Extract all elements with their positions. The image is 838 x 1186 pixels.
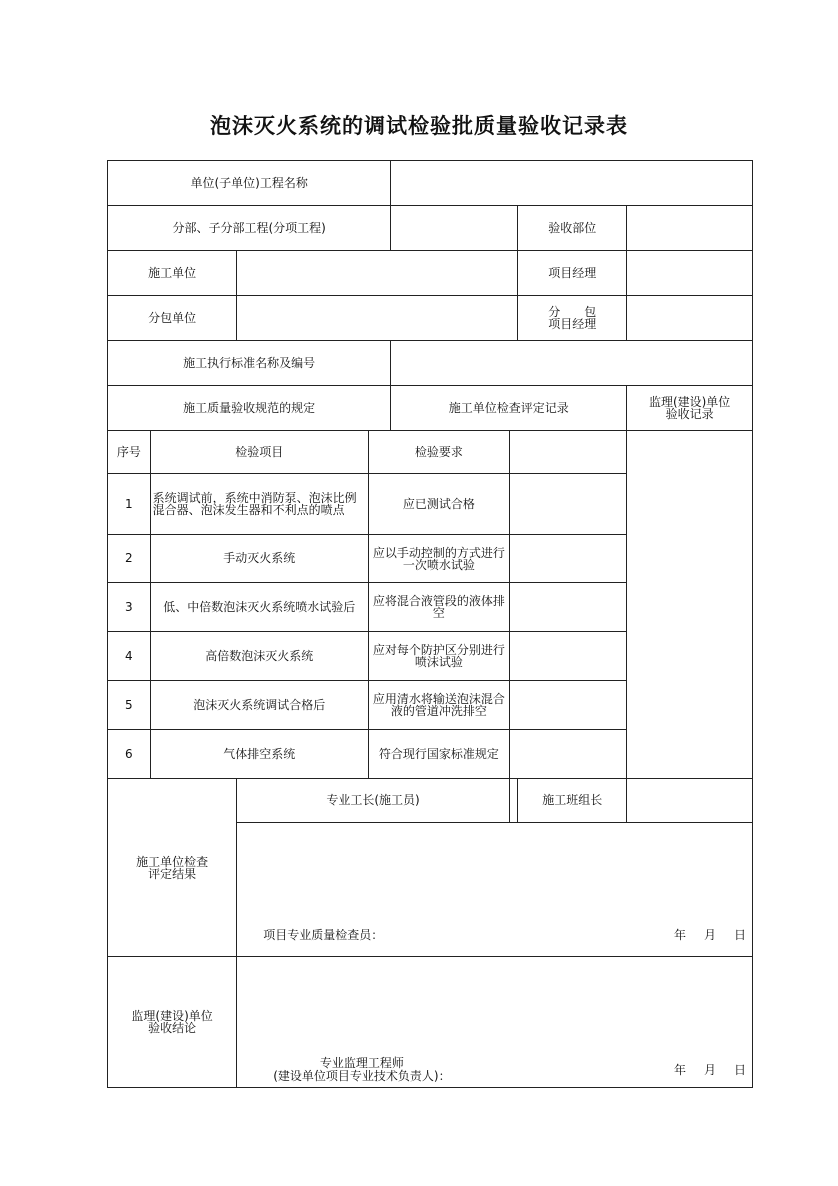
foreman-label: 专业工长(施工员)	[237, 779, 510, 823]
standard-field[interactable]	[391, 341, 753, 386]
engineer-label-line-1: 专业监理工程师	[319, 1056, 404, 1070]
construction-result-label-line-1: 施工单位检查	[136, 854, 209, 869]
construction-unit-field[interactable]	[237, 251, 518, 296]
subcontract-unit-label: 分包单位	[108, 296, 237, 341]
row-requirement: 应将混合液管段的液体排空	[368, 583, 509, 632]
row-requirement: 符合现行国家标准规定	[368, 730, 509, 779]
row-check-record[interactable]	[509, 632, 626, 681]
construction-result-area[interactable]	[237, 823, 753, 957]
item-header: 检验项目	[150, 431, 368, 474]
supervision-record-header	[627, 386, 753, 431]
check-record-header: 施工单位检查评定记录	[391, 386, 627, 431]
acceptance-record-table	[107, 160, 753, 1088]
supervision-date	[656, 1064, 746, 1077]
supervision-header-line-2: 验收记录	[665, 407, 714, 421]
row-requirement: 应对每个防护区分别进行喷沫试验	[368, 632, 509, 681]
project-manager-label: 项目经理	[518, 251, 627, 296]
row-item: 系统调试前，系统中消防泵、泡沫比例混合器、泡沫发生器和不利点的喷点	[150, 474, 368, 535]
engineer-label-line-2: (建设单位项目专业技术负责人)：	[273, 1069, 451, 1083]
construction-result-label-line-2: 评定结果	[148, 866, 197, 881]
row-check-record[interactable]	[509, 730, 626, 779]
subcontract-manager-field[interactable]	[627, 296, 753, 341]
date-month: 月	[703, 928, 716, 942]
row-no: 4	[108, 632, 151, 681]
inspector-label: 项目专业质量检查员：	[263, 928, 384, 942]
row-check-record[interactable]	[509, 474, 626, 535]
page-title: 泡沫灭火系统的调试检验批质量验收记录表	[210, 114, 628, 138]
supervision-record-cell[interactable]	[627, 431, 753, 779]
row-requirement: 应用清水将输送泡沫混合液的管道冲洗排空	[368, 681, 509, 730]
row-item: 低、中倍数泡沫灭火系统喷水试验后	[150, 583, 368, 632]
row-no: 3	[108, 583, 151, 632]
supervision-conclusion-label	[108, 957, 237, 1088]
unit-name-label: 单位(子单位)工程名称	[108, 161, 391, 206]
row-check-record[interactable]	[509, 583, 626, 632]
row-requirement: 应以手动控制的方式进行一次喷水试验	[368, 535, 509, 583]
supervision-header-line-1: 监理(建设)单位	[648, 395, 731, 409]
construction-result-label	[108, 779, 237, 957]
row-no: 1	[108, 474, 151, 535]
date-year: 年	[673, 1063, 686, 1077]
subcontract-manager-label-line-2: 项目经理	[548, 317, 597, 331]
requirement-header: 检验要求	[368, 431, 509, 474]
unit-name-field[interactable]	[391, 161, 753, 206]
date-year: 年	[673, 928, 686, 942]
subcontract-unit-field[interactable]	[237, 296, 518, 341]
subdivision-field[interactable]	[391, 206, 518, 251]
row-check-record[interactable]	[509, 681, 626, 730]
standard-label: 施工执行标准名称及编号	[108, 341, 391, 386]
row-item: 气体排空系统	[150, 730, 368, 779]
date-month: 月	[703, 1063, 716, 1077]
inspection-date	[656, 929, 746, 942]
check-record-cell[interactable]	[509, 431, 626, 474]
row-requirement: 应已测试合格	[368, 474, 509, 535]
foreman-field[interactable]	[509, 779, 517, 823]
subdivision-label: 分部、子分部工程(分项工程)	[108, 206, 391, 251]
subcontract-manager-label-line-1: 分 包	[548, 305, 597, 319]
subcontract-manager-label	[518, 296, 627, 341]
supervision-conclusion-label-line-1: 监理(建设)单位	[131, 1009, 213, 1023]
supervision-conclusion-label-line-2: 验收结论	[148, 1021, 197, 1035]
row-item: 泡沫灭火系统调试合格后	[150, 681, 368, 730]
date-day: 日	[733, 1063, 746, 1077]
row-item: 高倍数泡沫灭火系统	[150, 632, 368, 681]
engineer-label	[273, 1057, 450, 1083]
construction-unit-label: 施工单位	[108, 251, 237, 296]
row-no: 6	[108, 730, 151, 779]
date-day: 日	[733, 928, 746, 942]
team-leader-label: 施工班组长	[518, 779, 627, 823]
row-item: 手动灭火系统	[150, 535, 368, 583]
supervision-conclusion-area[interactable]	[237, 957, 753, 1088]
spec-header: 施工质量验收规范的规定	[108, 386, 391, 431]
acceptance-part-label: 验收部位	[518, 206, 627, 251]
row-no: 2	[108, 535, 151, 583]
row-no: 5	[108, 681, 151, 730]
row-check-record[interactable]	[509, 535, 626, 583]
acceptance-part-field[interactable]	[627, 206, 753, 251]
no-header: 序号	[108, 431, 151, 474]
team-leader-field[interactable]	[627, 779, 753, 823]
project-manager-field[interactable]	[627, 251, 753, 296]
